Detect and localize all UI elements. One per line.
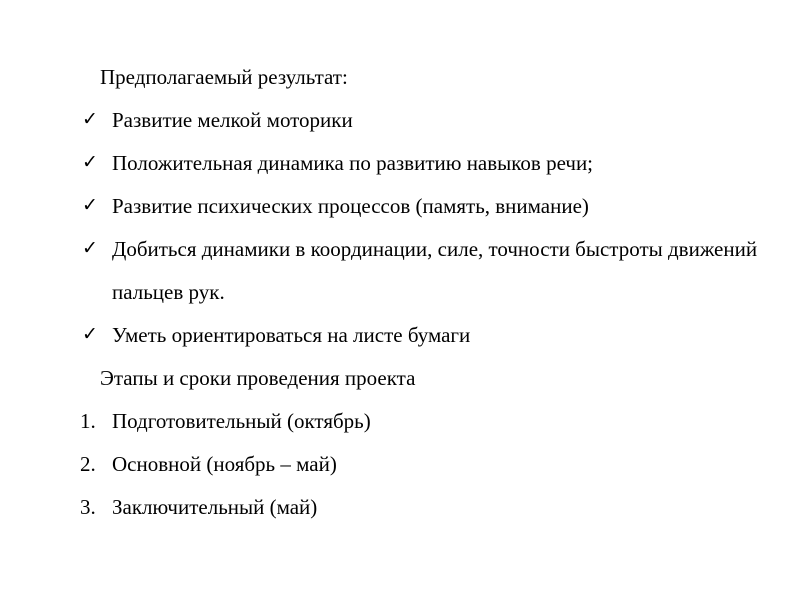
result-item: Добиться динамики в координации, силе, точности быстроты движений <box>112 237 758 261</box>
checkmark-icon: ✓ <box>82 324 98 345</box>
stage-item: Основной (ноябрь – май) <box>112 452 337 476</box>
result-item-continuation: пальцев рук. <box>112 280 225 304</box>
stage-number: 3. <box>80 495 96 519</box>
checkmark-icon: ✓ <box>82 152 98 173</box>
results-heading: Предполагаемый результат: <box>100 65 348 89</box>
result-item: Уметь ориентироваться на листе бумаги <box>112 323 471 347</box>
stage-item: Заключительный (май) <box>112 495 318 519</box>
result-item: Развитие мелкой моторики <box>112 108 353 132</box>
stage-number: 2. <box>80 452 96 476</box>
checkmark-icon: ✓ <box>82 109 98 130</box>
stages-heading: Этапы и сроки проведения проекта <box>100 366 416 390</box>
checkmark-icon: ✓ <box>82 238 98 259</box>
stage-item: Подготовительный (октябрь) <box>112 409 371 433</box>
result-item: Положительная динамика по развитию навыков речи; <box>112 151 594 175</box>
stage-number: 1. <box>80 409 96 433</box>
checkmark-icon: ✓ <box>82 195 98 216</box>
result-item: Развитие психических процессов (память, внимание) <box>112 194 589 218</box>
